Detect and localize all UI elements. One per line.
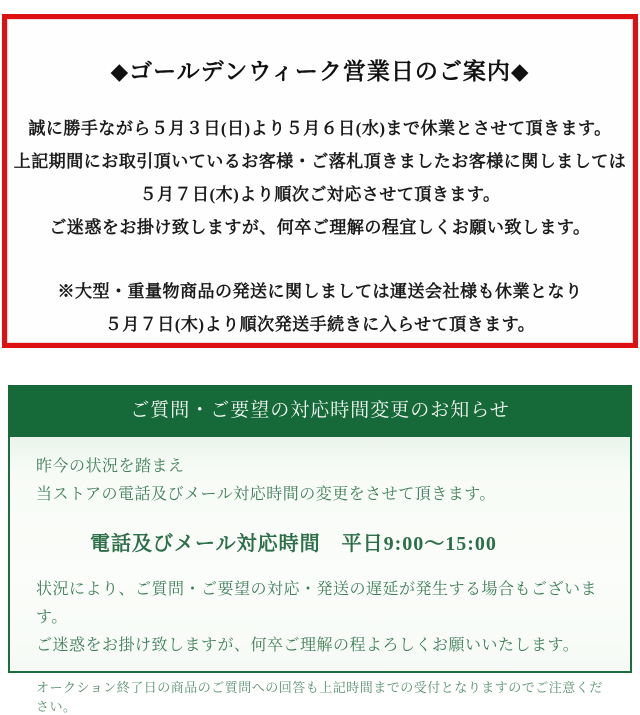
golden-week-title: ◆ゴールデンウィーク営業日のご案内◆ [110, 59, 530, 84]
support-hours-schedule: 電話及びメール対応時間 平日9:00～15:00 [90, 533, 497, 555]
shipping-note-line: ※大型・重量物商品の発送に関しましては運送会社様も休業となり [57, 282, 583, 301]
support-hours-caution-line: 状況により、ご質問・ご要望の対応・発送の遅延が発生する場合もございます。 [36, 581, 598, 626]
support-hours-intro-line: 昨今の状況を踏まえ [36, 458, 185, 475]
golden-week-notice-panel [2, 14, 638, 348]
support-hours-caution-line: ご迷惑をお掛け致しますが、何卒ご理解の程よろしくお願いいたします。 [36, 637, 580, 654]
support-hours-notice-panel [8, 385, 632, 714]
golden-week-body [7, 112, 633, 244]
support-hours-intro-line: 当ストアの電話及びメール対応時間の変更をさせて頂きます。 [36, 486, 496, 503]
golden-week-shipping-note [7, 275, 633, 341]
support-hours-header: ご質問・ご要望の対応時間変更のお知らせ [8, 385, 632, 437]
golden-week-line: ご迷惑をお掛け致しますが、何卒ご理解の程宜しくお願い致します。 [49, 218, 591, 237]
shipping-note-line: ５月７日(木)より順次発送手続きに入らせて頂きます。 [104, 315, 536, 334]
golden-week-line: ５月７日(木)より順次ご対応させて頂きます。 [139, 185, 501, 204]
support-hours-caution [36, 576, 610, 660]
support-hours-body [8, 437, 632, 714]
golden-week-line: 上記期間にお取引頂いているお客様・ご落札頂きましたお客様に関しましては [13, 152, 627, 171]
support-hours-small-note: オークション終了日の商品のご質問への回答も上記時間までの受付となりますのでご注意ください。 [36, 680, 603, 714]
golden-week-line: 誠に勝手ながら５月３日(日)より５月６日(水)まで休業とさせて頂きます。 [28, 119, 612, 138]
